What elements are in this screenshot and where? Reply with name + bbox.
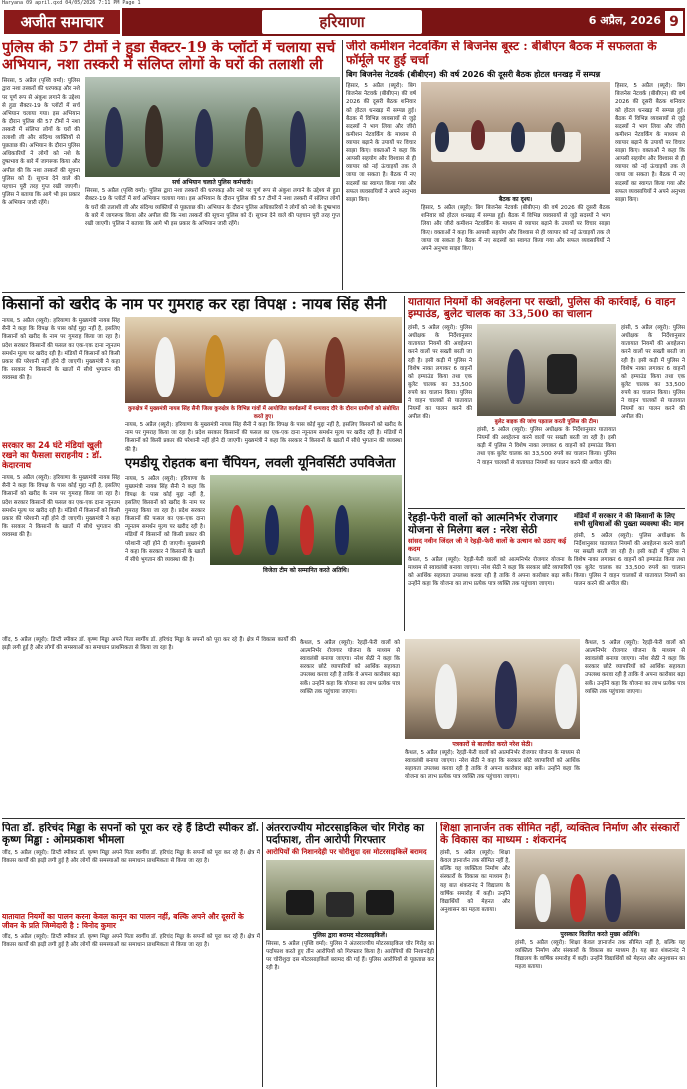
article-body: हांसी, 5 अप्रैल (ब्यूरो): पुलिस अधीक्षक के निर्देशानुसार यातायात नियमों की अवहेलना करने वालों पर सख्ती बरती जा रही है। इसी कड़ी में पुलिस ने विशेष नाका लगाकर 6 वाहनों को इम्पाउंड किया तथा एक बुलेट चालक का 33,500 रुपये का चालान किया। पुलिस ने वाहन चालकों से यातायात नियमों का पालन करने की अपील की। bbox=[574, 532, 685, 588]
article-street-vendors-photo bbox=[300, 636, 685, 816]
inset-headline: सरकार का 24 घंटे मंडियां खुली रखने का फैसला सराहनीय : डॉ. केदारनाथ bbox=[2, 440, 103, 472]
article-headline: जीरो कमीशन नेटवर्किंग से बिजनेस बूस्ट : बीबीएन बैठक में सफलता के फॉर्मूले पर हुई चर्चा bbox=[346, 40, 657, 67]
article-subhead: बिग बिजनेस नेटवर्क (बीबीएन) की वर्ष 2026 की दूसरी बैठक होटल धनखड़ में सम्पन्न bbox=[346, 69, 601, 79]
article-body-cont: हांसी, 5 अप्रैल (ब्यूरो): शिक्षा केवल ज्ञानार्जन तक सीमित नहीं है, बल्कि यह व्यक्तित्व निर्माण और संस्कारों के विकास का माध्यम है। यह बात शंकरानंद ने विद्यालय के वार्षिक समारोह में कही। उन्होंने विद्यार्थियों को मेहनत और अनुशासन का महत्व बताया। bbox=[515, 940, 685, 971]
column-divider bbox=[342, 40, 343, 290]
section-divider bbox=[2, 818, 685, 819]
article-body-right: कैथल, 5 अप्रैल (ब्यूरो): रेहड़ी-फेरी वालों को आत्मनिर्भर रोजगार योजना के माध्यम से स्वावलंबी बनाया जाएगा। नरेश सेठी ने कहा कि सरकार छोटे व्यापारियों को आर्थिक सहायता उपलब्ध करवा रही है ताकि वे अपना कारोबार बढ़ा सकें। उन्होंने कहा कि योजना का लाभ प्रत्येक पात्र व्यक्ति तक पहुंचाया जाएगा। bbox=[585, 640, 685, 695]
article-bbn-meeting bbox=[346, 40, 685, 290]
article-body-top: जींद, 5 अप्रैल (ब्यूरो): डिप्टी स्पीकर डॉ. कृष्ण मिड्ढा अपने पिता स्वर्गीय डॉ. हरिचंद मिड्ढा के सपनों को पूरा कर रहे हैं। क्षेत्र में विकास कार्यों की झड़ी लगी हुई है और लोगों की समस्याओं का समाधान प्राथमिकता से किया जा रहा है। bbox=[2, 637, 296, 652]
page-number: 9 bbox=[665, 11, 683, 33]
article-photo bbox=[125, 317, 402, 403]
column-divider bbox=[262, 822, 263, 1087]
inset-headline-2: एमडीयू रोहतक बना चैंपियन, लवली यूनिवर्सिटी उपविजेता bbox=[125, 455, 396, 471]
column-divider bbox=[436, 822, 437, 1087]
newspaper-logo: अजीत समाचार bbox=[2, 8, 122, 36]
photo-caption: बैठक का दृश्य। bbox=[498, 196, 533, 204]
article-body: हांसी, 5 अप्रैल (ब्यूरो): पुलिस अधीक्षक के निर्देशानुसार यातायात नियमों की अवहेलना करने वालों पर सख्ती बरती जा रही है। इसी कड़ी में पुलिस ने विशेष नाका लगाकर 6 वाहनों को इम्पाउंड किया तथा एक बुलेट चालक का 33,500 रुपये का चालान किया। पुलिस ने वाहन चालकों से यातायात नियमों का पालन करने की अपील की। bbox=[408, 325, 472, 421]
article-subhead: आरोपियों की निशानदेही पर चोरीशुदा दस मोटरसाइकिलें बरामद bbox=[266, 848, 427, 857]
photo-caption: पुलिस द्वारा बरामद मोटरसाइकिलें। bbox=[312, 931, 388, 939]
section-divider bbox=[408, 508, 685, 509]
article-midha-main bbox=[2, 822, 260, 1087]
inset-body-2: नायब, 5 अप्रैल (ब्यूरो): हरियाणा के मुख्यमंत्री नायब सिंह सैनी ने कहा कि विपक्ष के पास कोई मुद्दा नहीं है, इसलिए किसानों को खरीद के नाम पर गुमराह किया जा रहा है। प्रदेश सरकार किसानों की फसल का एक-एक दाना न्यूनतम समर्थन मूल्य पर खरीद रही है। मंडियों में किसानों को किसी प्रकार की परेशानी नहीं होने दी जाएगी। मुख्यमंत्री ने कहा कि सरकार ने किसानों के खातों में सीधे भुगतान की व्यवस्था की है। bbox=[125, 475, 205, 563]
article-photo bbox=[515, 849, 685, 929]
article-body-right: हांसी, 5 अप्रैल (ब्यूरो): पुलिस अधीक्षक के निर्देशानुसार यातायात नियमों की अवहेलना करने वालों पर सख्ती बरती जा रही है। इसी कड़ी में पुलिस ने विशेष नाका लगाकर 6 वाहनों को इम्पाउंड किया तथा एक बुलेट चालक का 33,500 रुपये का चालान किया। पुलिस ने वाहन चालकों से यातायात नियमों का पालन करने की अपील की। bbox=[621, 325, 685, 421]
article-headline: मंडियों में सरकार ने की किसानों के लिए सभी सुविधाओं की पुख्ता व्यवस्था की: मान bbox=[574, 512, 684, 529]
article-body-cont: नायब, 5 अप्रैल (ब्यूरो): हरियाणा के मुख्यमंत्री नायब सिंह सैनी ने कहा कि विपक्ष के पास कोई मुद्दा नहीं है, इसलिए किसानों को खरीद के नाम पर गुमराह किया जा रहा है। प्रदेश सरकार किसानों की फसल का एक-एक दाना न्यूनतम समर्थन मूल्य पर खरीद रही है। मंडियों में किसानों को किसी प्रकार की परेशानी नहीं होने दी जाएगी। मुख्यमंत्री ने कहा कि सरकार ने किसानों के खातों में सीधे भुगतान की व्यवस्था की है। bbox=[125, 422, 402, 453]
article-headline: पुलिस की 57 टीमों ने हुडा सैक्टर-19 के प्लॉटों में चलाया सर्च अभियान, नशा तस्करी में संलिप्त लोगों के घरों की तलाशी ली bbox=[2, 40, 336, 73]
article-body: हांसी, 5 अप्रैल (ब्यूरो): शिक्षा केवल ज्ञानार्जन तक सीमित नहीं है, बल्कि यह व्यक्तित्व निर्माण और संस्कारों के विकास का माध्यम है। यह बात शंकरानंद ने विद्यालय के वार्षिक समारोह में कही। उन्होंने विद्यार्थियों को मेहनत और अनुशासन का महत्व बताया। bbox=[440, 850, 510, 913]
photo-caption: कुरुक्षेत्र में मुख्यमंत्री नायब सिंह सैनी जिला कुरुक्षेत्र के विभिन्न गांवों में आयोजित कार्यक्रमों में धन्यवाद दौरे के दौरान ग्रामीणों को संबोधित करते हुए। bbox=[127, 406, 400, 421]
article-body: सिरसा, 5 अप्रैल (पृथ्वि वर्मा): पुलिस द्वारा नशा तस्करों की धरपकड़ और नशे पर पूर्ण रूप से अंकुश लगाने के उद्देश्य से हुडा सैक्टर-19 के प्लॉटों में सर्च अभियान चलाया गया। इस अभियान के दौरान पुलिस की 57 टीमों ने नशा तस्करी में संलिप्त लोगों के घरों की तलाशी ली और संदिग्ध व्यक्तियों से पूछताछ की। अभियान के दौरान पुलिस अधिकारियों ने लोगों को नशे के दुष्प्रभाव के बारे में जागरूक किया और अपील की कि नशा तस्करों की सूचना पुलिस को दें। सूचना देने वाले की पहचान पूरी तरह गुप्त रखी जाएगी। पुलिस ने बताया कि आगे भी इस प्रकार के अभियान जारी रहेंगे। bbox=[2, 78, 80, 206]
photo-caption: पुरस्कार वितरित करते मुख्य अतिथि। bbox=[560, 931, 640, 939]
article-midha bbox=[2, 636, 296, 816]
article-body: नायब, 5 अप्रैल (ब्यूरो): हरियाणा के मुख्यमंत्री नायब सिंह सैनी ने कहा कि विपक्ष के पास कोई मुद्दा नहीं है, इसलिए किसानों को खरीद के नाम पर गुमराह किया जा रहा है। प्रदेश सरकार किसानों की फसल का एक-एक दाना न्यूनतम समर्थन मूल्य पर खरीद रही है। मंडियों में किसानों को किसी प्रकार की परेशानी नहीं होने दी जाएगी। मुख्यमंत्री ने कहा कि सरकार ने किसानों के खातों में सीधे भुगतान की व्यवस्था की है। bbox=[2, 318, 120, 382]
article-body-cont: हिसार, 5 अप्रैल (ब्यूरो): बिग बिजनेस नेटवर्क (बीबीएन) की वर्ष 2026 की दूसरी बैठक शनिवार को होटल धनखड़ में सम्पन्न हुई। बैठक में विभिन्न व्यवसायों से जुड़े सदस्यों ने भाग लिया और जीरो कमीशन नेटवर्किंग के माध्यम से व्यापार बढ़ाने के उपायों पर विचार साझा किए। वक्ताओं ने कहा कि आपसी सहयोग और विश्वास से ही व्यापार को नई ऊंचाइयों तक ले जाया जा सकता है। बैठक में नए सदस्यों का स्वागत किया गया और सफल व्यवसायियों ने अपने अनुभव साझा किए। bbox=[421, 205, 610, 252]
photo-caption: बुलेट बाइक की जांच पड़ताल करती पुलिस की टीम। bbox=[494, 419, 599, 426]
article-headline: किसानों को खरीद के नाम पर गुमराह कर रहा विपक्ष : नायब सिंह सैनी bbox=[2, 296, 387, 313]
page-slug: Haryana 09 april.qxd 04/05/2026 7:11 PM Page 1 bbox=[2, 0, 141, 6]
section-divider bbox=[2, 292, 685, 293]
article-body-cont: हांसी, 5 अप्रैल (ब्यूरो): पुलिस अधीक्षक के निर्देशानुसार यातायात नियमों की अवहेलना करने वालों पर सख्ती बरती जा रही है। इसी कड़ी में पुलिस ने विशेष नाका लगाकर 6 वाहनों को इम्पाउंड किया तथा एक बुलेट चालक का 33,500 रुपये का चालान किया। पुलिस ने वाहन चालकों से यातायात नियमों का पालन करने की अपील की। bbox=[477, 427, 616, 466]
photo-caption: सर्च अभियान चलाते पुलिस कर्मचारी। bbox=[172, 179, 253, 187]
article-headline: शिक्षा ज्ञानार्जन तक सीमित नहीं, व्यक्तित्व निर्माण और संस्कारों के विकास का माध्यम : शंकरानंद bbox=[440, 822, 680, 847]
article-photo bbox=[421, 82, 610, 194]
column-divider bbox=[404, 296, 405, 631]
article-photo bbox=[85, 77, 340, 177]
article-subhead: सांसद नवीन जिंदल जी ने रेहड़ी-फेरी वालों के उत्थान को उठाए कई कदम bbox=[408, 537, 567, 553]
masthead bbox=[2, 8, 685, 36]
issue-date: 6 अप्रैल, 2026 bbox=[588, 14, 661, 27]
inset-body: जींद, 5 अप्रैल (ब्यूरो): डिप्टी स्पीकर डॉ. कृष्ण मिड्ढा अपने पिता स्वर्गीय डॉ. हरिचंद मिड्ढा के सपनों को पूरा कर रहे हैं। क्षेत्र में विकास कार्यों की झड़ी लगी हुई है और लोगों की समस्याओं का समाधान प्राथमिकता से किया जा रहा है। bbox=[2, 934, 260, 949]
article-sirsa-search bbox=[2, 40, 340, 290]
article-headline: रेहड़ी-फेरी वालों को आत्मनिर्भर रोजगार योजना से मिलेगा बल : नरेश सेठी bbox=[408, 512, 558, 537]
inset-headline: यातायात नियमों का पालन करना केवल कानून का पालन नहीं, बल्कि अपने और दूसरों के जीवन के प्रति जिम्मेदारी है : विनोद कुमार bbox=[2, 912, 244, 931]
article-body: कैथल, 5 अप्रैल (ब्यूरो): रेहड़ी-फेरी वालों को आत्मनिर्भर रोजगार योजना के माध्यम से स्वावलंबी बनाया जाएगा। नरेश सेठी ने कहा कि सरकार छोटे व्यापारियों को आर्थिक सहायता उपलब्ध करवा रही है ताकि वे अपना कारोबार बढ़ा सकें। उन्होंने कहा कि योजना का लाभ प्रत्येक पात्र व्यक्ति तक पहुंचाया जाएगा। bbox=[408, 556, 572, 588]
article-bike-thieves bbox=[266, 822, 434, 1087]
article-traffic-challan bbox=[408, 296, 685, 506]
article-body: हिसार, 5 अप्रैल (ब्यूरो): बिग बिजनेस नेटवर्क (बीबीएन) की वर्ष 2026 की दूसरी बैठक शनिवार को होटल धनखड़ में सम्पन्न हुई। बैठक में विभिन्न व्यवसायों से जुड़े सदस्यों ने भाग लिया और जीरो कमीशन नेटवर्किंग के माध्यम से व्यापार बढ़ाने के उपायों पर विचार साझा किए। वक्ताओं ने कहा कि आपसी सहयोग और विश्वास से ही व्यापार को नई ऊंचाइयों तक ले जाया जा सकता है। बैठक में नए सदस्यों का स्वागत किया गया और सफल व्यवसायियों ने अपने अनुभव साझा किए। bbox=[346, 83, 416, 203]
inset-body: नायब, 5 अप्रैल (ब्यूरो): हरियाणा के मुख्यमंत्री नायब सिंह सैनी ने कहा कि विपक्ष के पास कोई मुद्दा नहीं है, इसलिए किसानों को खरीद के नाम पर गुमराह किया जा रहा है। प्रदेश सरकार किसानों की फसल का एक-एक दाना न्यूनतम समर्थन मूल्य पर खरीद रही है। मंडियों में किसानों को किसी प्रकार की परेशानी नहीं होने दी जाएगी। मुख्यमंत्री ने कहा कि सरकार ने किसानों के खातों में सीधे भुगतान की व्यवस्था की है। bbox=[2, 475, 120, 538]
article-body: कैथल, 5 अप्रैल (ब्यूरो): रेहड़ी-फेरी वालों को आत्मनिर्भर रोजगार योजना के माध्यम से स्वावलंबी बनाया जाएगा। नरेश सेठी ने कहा कि सरकार छोटे व्यापारियों को आर्थिक सहायता उपलब्ध करवा रही है ताकि वे अपना कारोबार बढ़ा सकें। उन्होंने कहा कि योजना का लाभ प्रत्येक पात्र व्यक्ति तक पहुंचाया जाएगा। bbox=[300, 640, 400, 695]
article-body-cont: सिरसा, 5 अप्रैल (पृथ्वि वर्मा): पुलिस द्वारा नशा तस्करों की धरपकड़ और नशे पर पूर्ण रूप से अंकुश लगाने के उद्देश्य से हुडा सैक्टर-19 के प्लॉटों में सर्च अभियान चलाया गया। इस अभियान के दौरान पुलिस की 57 टीमों ने नशा तस्करी में संलिप्त लोगों के घरों की तलाशी ली और संदिग्ध व्यक्तियों से पूछताछ की। अभियान के दौरान पुलिस अधिकारियों ने लोगों को नशे के दुष्प्रभाव के बारे में जागरूक किया और अपील की कि नशा तस्करों की सूचना पुलिस को दें। सूचना देने वाले की पहचान पूरी तरह गुप्त रखी जाएगी। पुलिस ने बताया कि आगे भी इस प्रकार के अभियान जारी रहेंगे। bbox=[85, 188, 340, 227]
article-headline: अंतरराज्यीय मोटरसाइकिल चोर गिरोह का पर्दाफाश, तीन आरोपी गिरफ्तार bbox=[266, 822, 424, 847]
photo-caption: पत्रकारों से बातचीत करते नरेश सेठी। bbox=[452, 741, 533, 748]
article-headline: यातायात नियमों की अवहेलना पर सख्ती, पुलिस की कार्रवाई, 6 वाहन इम्पाउंड, बुलेट चालक का 33,500 का चालान bbox=[408, 296, 676, 321]
article-education bbox=[440, 822, 685, 1087]
article-photo bbox=[405, 639, 580, 739]
article-body: सिरसा, 5 अप्रैल (पृथ्वि वर्मा): पुलिस ने अंतरराज्यीय मोटरसाइकिल चोर गिरोह का पर्दाफाश करते हुए तीन आरोपियों को गिरफ्तार किया है। आरोपियों की निशानदेही पर चोरीशुदा दस मोटरसाइकिलें बरामद की गई हैं। पुलिस आरोपियों से पूछताछ कर रही है। bbox=[266, 940, 434, 971]
section-title: हरियाणा bbox=[262, 10, 422, 34]
article-headline: पिता डॉ. हरिचंद मिड्ढा के सपनों को पूरा कर रहे हैं डिप्टी स्पीकर डॉ. कृष्ण मिड्ढा : ओमप्रकाश भीमला bbox=[2, 822, 260, 847]
article-street-vendors bbox=[408, 512, 572, 631]
article-mandi-facilities bbox=[574, 512, 685, 631]
article-photo bbox=[266, 860, 434, 930]
article-body-cont: कैथल, 5 अप्रैल (ब्यूरो): रेहड़ी-फेरी वालों को आत्मनिर्भर रोजगार योजना के माध्यम से स्वावलंबी बनाया जाएगा। नरेश सेठी ने कहा कि सरकार छोटे व्यापारियों को आर्थिक सहायता उपलब्ध करवा रही है ताकि वे अपना कारोबार बढ़ा सकें। उन्होंने कहा कि योजना का लाभ प्रत्येक पात्र व्यक्ति तक पहुंचाया जाएगा। bbox=[405, 750, 580, 781]
article-body: जींद, 5 अप्रैल (ब्यूरो): डिप्टी स्पीकर डॉ. कृष्ण मिड्ढा अपने पिता स्वर्गीय डॉ. हरिचंद मिड्ढा के सपनों को पूरा कर रहे हैं। क्षेत्र में विकास कार्यों की झड़ी लगी हुई है और लोगों की समस्याओं का समाधान प्राथमिकता से किया जा रहा है। bbox=[2, 850, 260, 865]
article-cm-saini bbox=[2, 296, 402, 631]
photo-caption: विजेता टीम को सम्मानित करते अतिथि। bbox=[262, 566, 350, 574]
inset-photo bbox=[210, 475, 402, 565]
article-body-right: हिसार, 5 अप्रैल (ब्यूरो): बिग बिजनेस नेटवर्क (बीबीएन) की वर्ष 2026 की दूसरी बैठक शनिवार को होटल धनखड़ में सम्पन्न हुई। बैठक में विभिन्न व्यवसायों से जुड़े सदस्यों ने भाग लिया और जीरो कमीशन नेटवर्किंग के माध्यम से व्यापार बढ़ाने के उपायों पर विचार साझा किए। वक्ताओं ने कहा कि आपसी सहयोग और विश्वास से ही व्यापार को नई ऊंचाइयों तक ले जाया जा सकता है। बैठक में नए सदस्यों का स्वागत किया गया और सफल व्यवसायियों ने अपने अनुभव साझा किए। bbox=[615, 83, 685, 203]
article-photo bbox=[477, 324, 616, 416]
